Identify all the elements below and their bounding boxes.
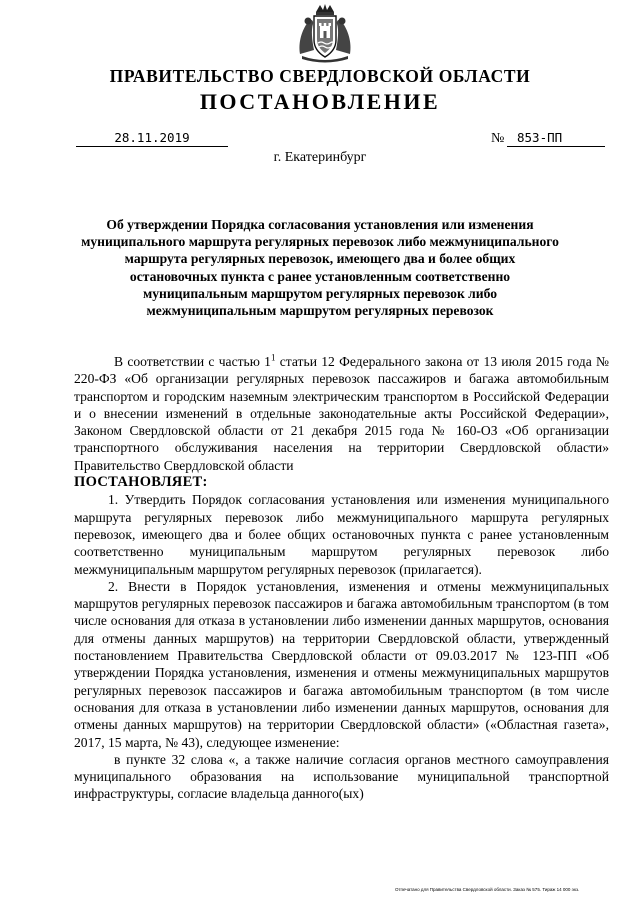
item-2-paragraph: 2. Внести в Порядок установления, изменения и отмены межмуниципальных маршрутов регулярных перевозок пассажиров и багажа автомобильным транспортом (в том числе основания для отказа в установлении либо изменении данных маршрутов, основания для отмены данных маршрутов) на территории Свердловской области, утвержденный постановлением Правительства Свердловской области от 09.03.2017 № 123-ПП «Об утверждении Порядка установления, изменения и отмены межмуниципальных маршрутов регулярных перевозок пассажиров и багажа автомобильным транспортом (в том числе основания для отказа в установлении либо изменении данных маршрутов, основания для отмены данных маршрутов) на территории Свердловской области» («Областная газета», 2017, 15 марта, № 43), следующее изменение: [74, 578, 609, 750]
coat-of-arms-emblem [296, 2, 354, 64]
title-line: межмуниципальным маршрутом регулярных перевозок [146, 303, 494, 319]
document-city: г. Екатеринбург [273, 150, 367, 165]
preamble-superscript: 1 [270, 352, 276, 363]
preamble-rest: статьи 12 Федерального закона от 13 июля 2015 года № 220-ФЗ «Об организации регулярных перевозок пассажиров и багажа автомобильным транспортом и городским наземным электрическим транспортом в Российской Федерации и о внесении изменений в отдельные законодательные акты Российской Федерации», Законом Свердловской области от 21 декабря 2015 года № 160-ОЗ «Об организации транспортного обслуживания населения на территории Свердловской области» Правительство Свердловской области [74, 354, 609, 473]
document-number: 853-ПП [507, 130, 605, 147]
title-line: остановочных пункта с ранее установленным соответственно [129, 268, 511, 284]
title-line: муниципального маршрута регулярных перевозок либо межмуниципального [81, 234, 559, 250]
title-line: маршрута регулярных перевозок, имеющего два и более общих [124, 251, 516, 267]
decree-word: ПОСТАНОВЛЯЕТ: [74, 474, 208, 491]
number-label: № [491, 131, 505, 146]
organization-name: ПРАВИТЕЛЬСТВО СВЕРДЛОВСКОЙ ОБЛАСТИ [109, 66, 531, 86]
document-type: ПОСТАНОВЛЕНИЕ [199, 89, 441, 114]
item-1-paragraph: 1. Утвердить Порядок согласования установления или изменения муниципального маршрута регулярных перевозок либо межмуниципального маршрута регулярных перевозок, имеющего два и более общих остановочных пункта с ранее установленным соответственно муниципальным маршрутом регулярных перевозок либо межмуниципальным маршрутом регулярных перевозок (прилагается). [74, 492, 609, 577]
preamble-start: В соответствии с частью 1 [114, 354, 271, 369]
print-info-footer: Отпечатано для Правительства Свердловской области. Заказ № 575. Тираж 14 000 экз. [395, 887, 580, 892]
document-body [74, 353, 609, 803]
title-line: Об утверждении Порядка согласования установления или изменения [106, 217, 534, 232]
preamble-paragraph [74, 353, 609, 474]
item-2-sub-paragraph: в пункте 32 слова «, а также наличие согласия органов местного самоуправления муниципального образования на использование муниципальной транспортной инфраструктуры, согласие владельца данного(ых) [74, 751, 609, 802]
document-date: 28.11.2019 [76, 130, 228, 147]
document-title [60, 216, 580, 319]
title-line: муниципальным маршрутом регулярных перевозок либо [142, 285, 498, 301]
